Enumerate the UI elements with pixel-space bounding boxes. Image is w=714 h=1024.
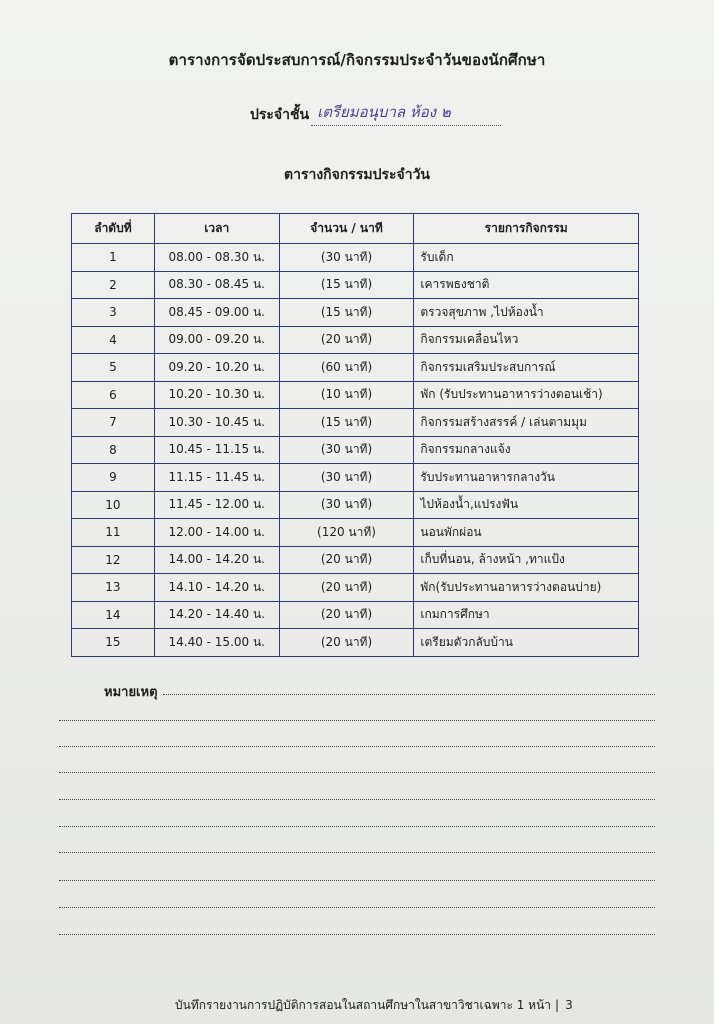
header-duration: จำนวน / นาที <box>279 214 414 244</box>
cell-no: 10 <box>72 491 155 519</box>
cell-no: 9 <box>72 464 155 492</box>
notes-line <box>59 907 655 908</box>
table-row <box>72 436 639 464</box>
cell-time: 12.00 - 14.00 น. <box>154 519 279 547</box>
cell-time: 09.20 - 10.20 น. <box>154 354 279 382</box>
notes-line <box>163 694 655 695</box>
cell-activity: กิจกรรมเคลื่อนไหว <box>414 326 639 354</box>
page-number: 3 <box>565 998 573 1012</box>
header-time: เวลา <box>154 214 279 244</box>
cell-duration: (10 นาที) <box>279 381 414 409</box>
cell-time: 14.10 - 14.20 น. <box>154 574 279 602</box>
notes-line <box>59 772 655 773</box>
cell-time: 11.45 - 12.00 น. <box>154 491 279 519</box>
notes-line <box>59 852 655 853</box>
table-row <box>72 574 639 602</box>
cell-duration: (30 นาที) <box>279 436 414 464</box>
cell-activity: พัก(รับประทานอาหารว่างตอนบ่าย) <box>414 574 639 602</box>
cell-no: 14 <box>72 601 155 629</box>
cell-duration: (60 นาที) <box>279 354 414 382</box>
table-row <box>72 491 639 519</box>
cell-time: 14.20 - 14.40 น. <box>154 601 279 629</box>
cell-no: 2 <box>72 271 155 299</box>
cell-duration: (30 นาที) <box>279 244 414 272</box>
cell-time: 14.00 - 14.20 น. <box>154 546 279 574</box>
cell-activity: เก็บที่นอน, ล้างหน้า ,ทาแป้ง <box>414 546 639 574</box>
cell-activity: รับเด็ก <box>414 244 639 272</box>
table-row <box>72 244 639 272</box>
class-line <box>250 104 501 126</box>
notes-line <box>59 934 655 935</box>
cell-activity: ไปห้องน้ำ,แปรงฟัน <box>414 491 639 519</box>
class-label: ประจำชั้น <box>250 107 310 123</box>
cell-time: 08.00 - 08.30 น. <box>154 244 279 272</box>
cell-time: 14.40 - 15.00 น. <box>154 629 279 657</box>
cell-no: 15 <box>72 629 155 657</box>
cell-activity: นอนพักผ่อน <box>414 519 639 547</box>
table-row <box>72 629 639 657</box>
document-title: ตารางการจัดประสบการณ์/กิจกรรมประจำวันของนักศึกษา <box>168 51 546 69</box>
cell-no: 8 <box>72 436 155 464</box>
cell-activity: กิจกรรมกลางแจ้ง <box>414 436 639 464</box>
table-row <box>72 271 639 299</box>
footer-text: บันทึกรายงานการปฏิบัติการสอนในสถานศึกษาในสาขาวิชาเฉพาะ 1 หน้า <box>175 998 552 1012</box>
table-header-row <box>72 214 639 244</box>
cell-activity: กิจกรรมเสริมประสบการณ์ <box>414 354 639 382</box>
cell-duration: (15 นาที) <box>279 409 414 437</box>
cell-duration: (15 นาที) <box>279 299 414 327</box>
header-no: ลำดับที่ <box>72 214 155 244</box>
footer-separator: | <box>555 998 560 1012</box>
cell-activity: เกมการศึกษา <box>414 601 639 629</box>
table-row <box>72 464 639 492</box>
page-footer <box>175 996 573 1015</box>
cell-activity: เตรียมตัวกลับบ้าน <box>414 629 639 657</box>
cell-activity: กิจกรรมสร้างสรรค์ / เล่นตามมุม <box>414 409 639 437</box>
cell-time: 09.00 - 09.20 น. <box>154 326 279 354</box>
table-row <box>72 546 639 574</box>
cell-time: 10.20 - 10.30 น. <box>154 381 279 409</box>
cell-activity: พัก (รับประทานอาหารว่างตอนเช้า) <box>414 381 639 409</box>
cell-duration: (20 นาที) <box>279 546 414 574</box>
schedule-subtitle: ตารางกิจกรรมประจำวัน <box>283 167 430 183</box>
cell-no: 7 <box>72 409 155 437</box>
class-dotted-field <box>311 103 501 126</box>
notes-line <box>59 720 655 721</box>
cell-time: 08.30 - 08.45 น. <box>154 271 279 299</box>
cell-time: 11.15 - 11.45 น. <box>154 464 279 492</box>
cell-no: 1 <box>72 244 155 272</box>
cell-no: 5 <box>72 354 155 382</box>
cell-duration: (20 นาที) <box>279 629 414 657</box>
cell-duration: (15 นาที) <box>279 271 414 299</box>
header-activity: รายการกิจกรรม <box>414 214 639 244</box>
cell-activity: เคารพธงชาติ <box>414 271 639 299</box>
cell-duration: (30 นาที) <box>279 491 414 519</box>
cell-activity: รับประทานอาหารกลางวัน <box>414 464 639 492</box>
notes-line <box>59 826 655 827</box>
cell-time: 08.45 - 09.00 น. <box>154 299 279 327</box>
cell-duration: (20 นาที) <box>279 601 414 629</box>
notes-label: หมายเหตุ <box>104 685 158 700</box>
table-row <box>72 601 639 629</box>
notes-line <box>59 746 655 747</box>
table-row <box>72 354 639 382</box>
cell-no: 12 <box>72 546 155 574</box>
cell-no: 4 <box>72 326 155 354</box>
cell-duration: (20 นาที) <box>279 574 414 602</box>
table-row <box>72 409 639 437</box>
schedule-table <box>71 213 639 657</box>
cell-duration: (120 นาที) <box>279 519 414 547</box>
cell-duration: (20 นาที) <box>279 326 414 354</box>
cell-no: 6 <box>72 381 155 409</box>
cell-time: 10.30 - 10.45 น. <box>154 409 279 437</box>
cell-duration: (30 นาที) <box>279 464 414 492</box>
cell-time: 10.45 - 11.15 น. <box>154 436 279 464</box>
table-row <box>72 326 639 354</box>
notes-line <box>59 880 655 881</box>
table-row <box>72 519 639 547</box>
cell-no: 3 <box>72 299 155 327</box>
cell-no: 11 <box>72 519 155 547</box>
notes-line <box>59 799 655 800</box>
cell-activity: ตรวจสุขภาพ ,ไปห้องน้ำ <box>414 299 639 327</box>
table-row <box>72 299 639 327</box>
cell-no: 13 <box>72 574 155 602</box>
table-row <box>72 381 639 409</box>
class-handwritten-value: เตรียมอนุบาล ห้อง ๒ <box>317 103 451 121</box>
